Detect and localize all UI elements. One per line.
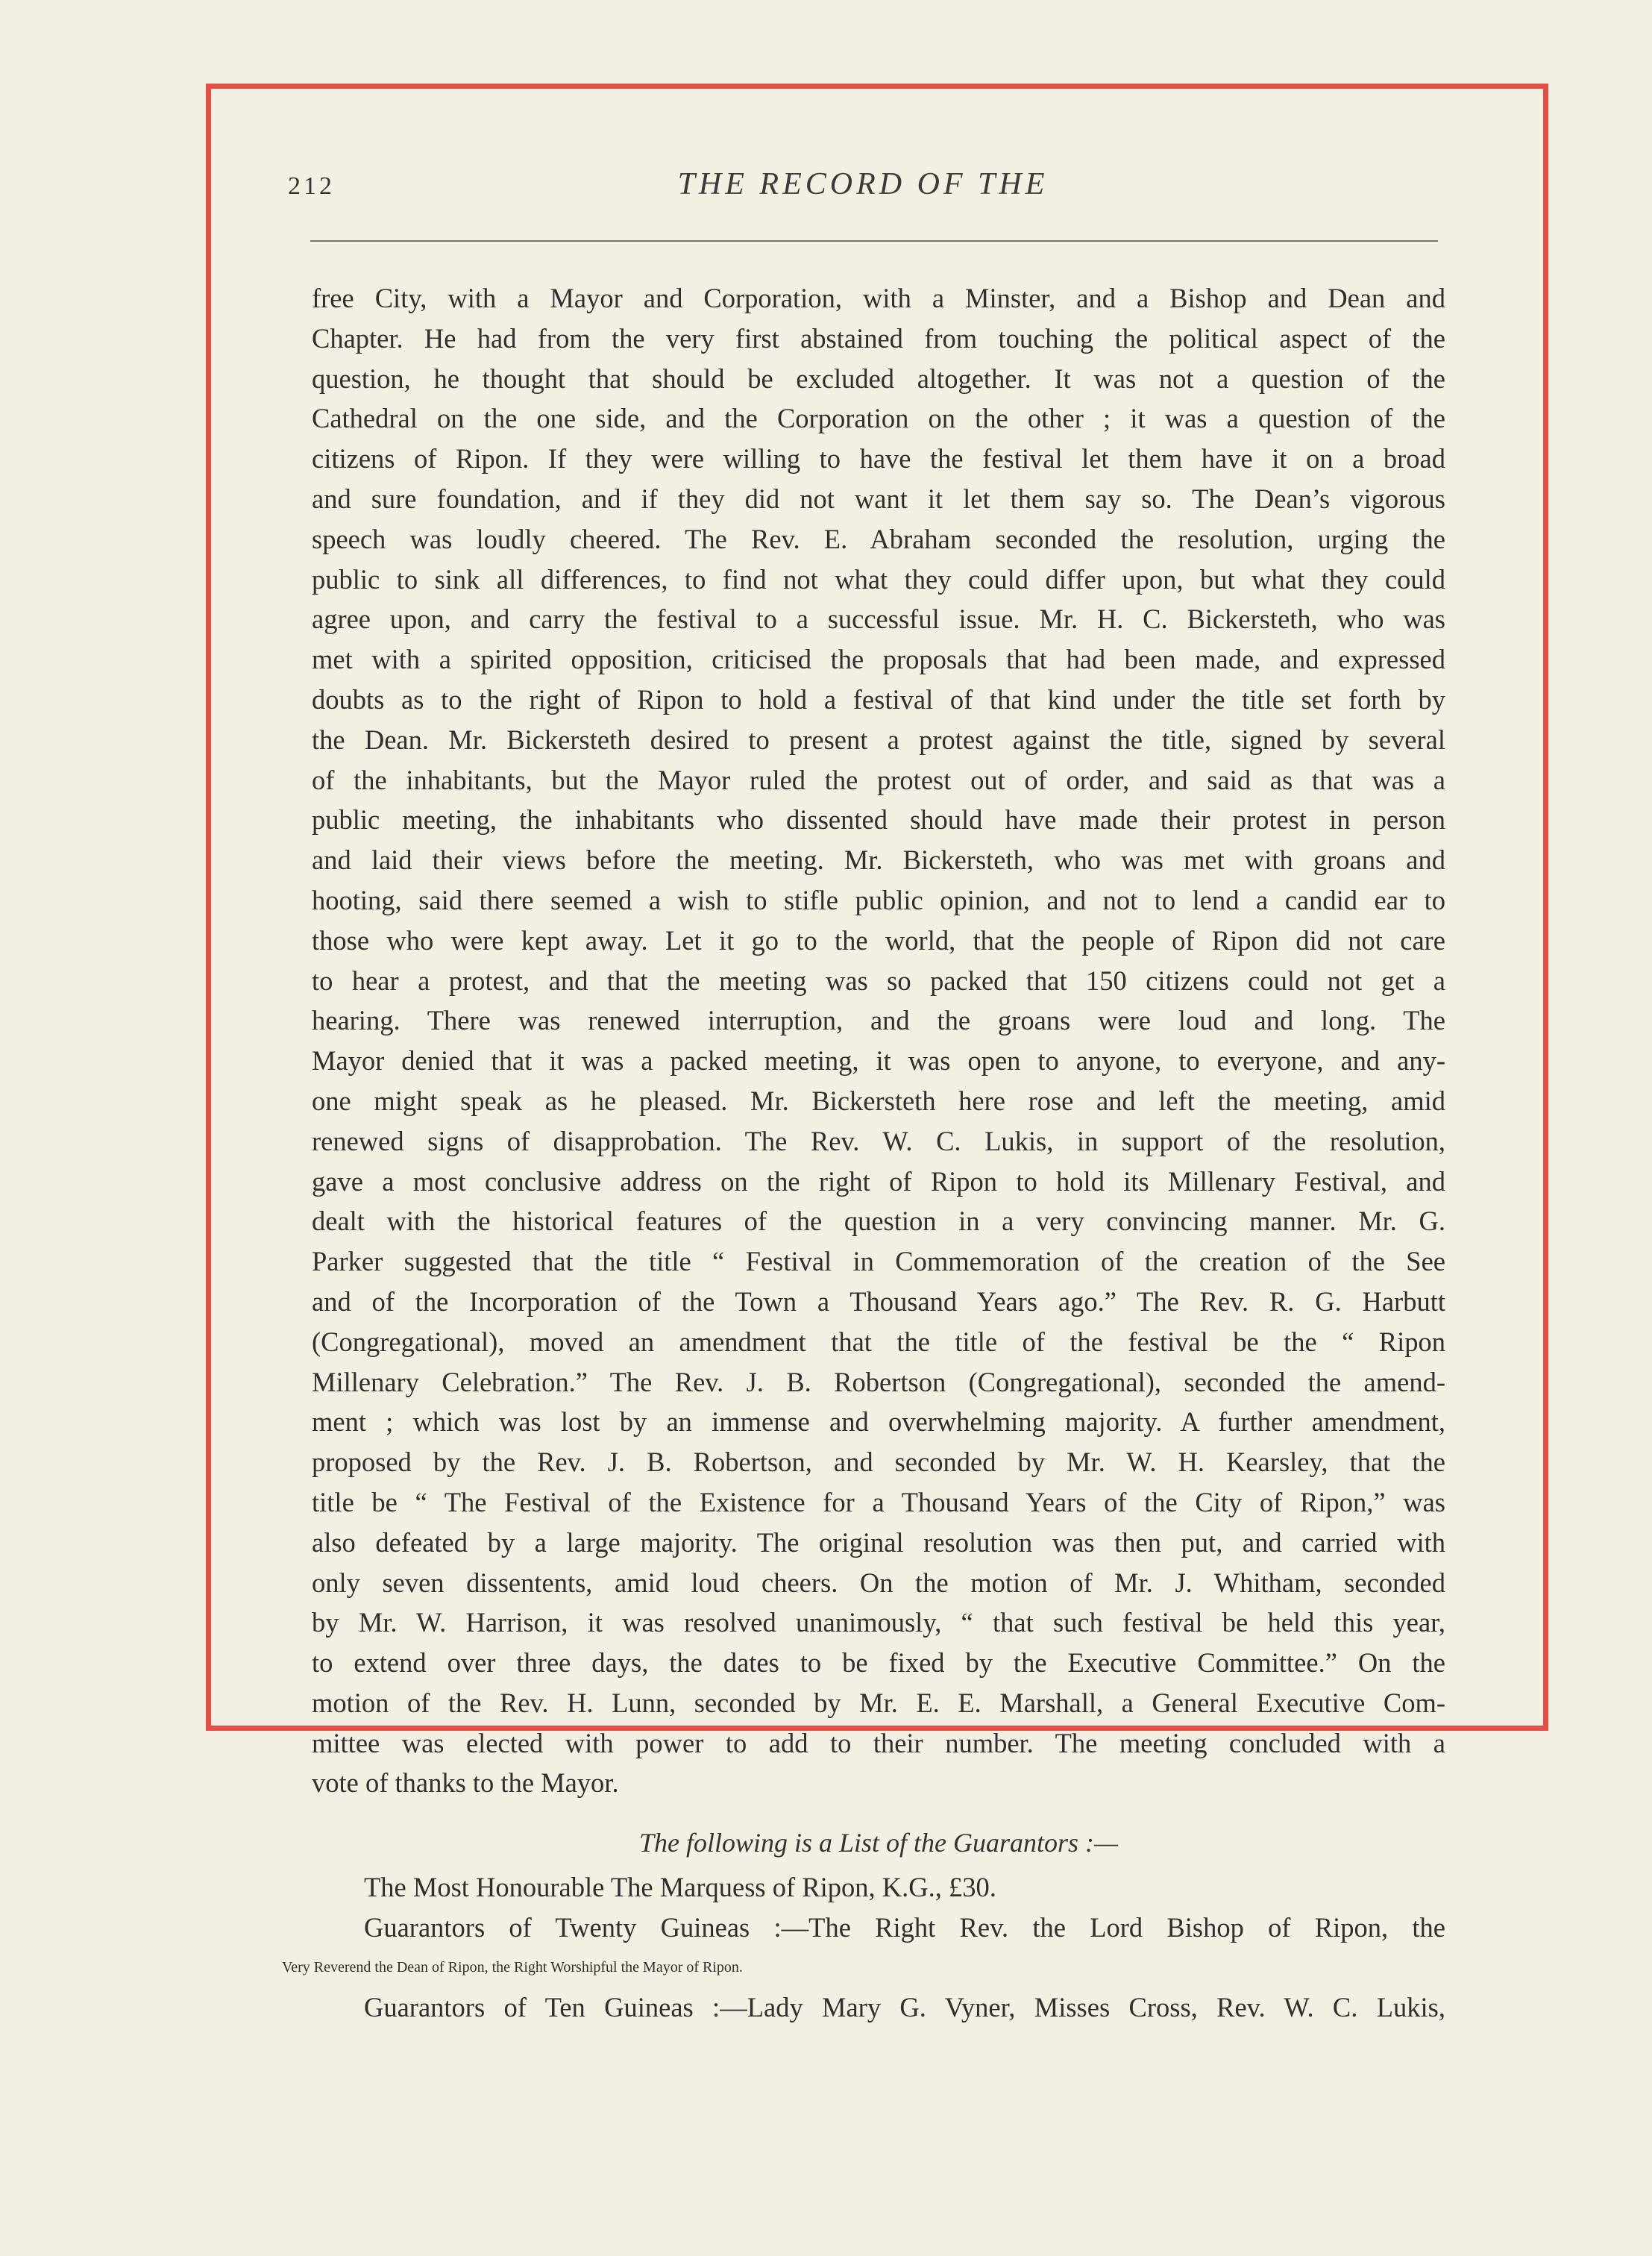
body-line: hooting, said there seemed a wish to stifle public opinion, and not to lend a candid ear to	[312, 884, 1445, 915]
body-line: renewed signs of disapprobation. The Rev. W. C. Lukis, in support of the resolution,	[312, 1125, 1445, 1156]
body-line: those who were kept away. Let it go to the world, that the people of Ripon did not care	[312, 924, 1445, 956]
body-line: vote of thanks to the Mayor.	[312, 1767, 619, 1799]
body-line: public to sink all differences, to find not what they could differ upon, but what they could	[312, 563, 1445, 595]
body-line: Parker suggested that the title “ Festival in Commemoration of the creation of the See	[312, 1246, 1445, 1277]
page-header	[288, 166, 1438, 211]
body-line: Mayor denied that it was a packed meeting, it was open to anyone, to everyone, and any-	[312, 1045, 1445, 1077]
body-line: the Dean. Mr. Bickersteth desired to present a protest against the title, signed by several	[312, 724, 1445, 755]
body-line: and laid their views before the meeting. Mr. Bickersteth, who was met with groans and	[312, 845, 1445, 876]
body-line: to extend over three days, the dates to be fixed by the Executive Committee.” On the	[312, 1647, 1445, 1679]
body-line: gave a most conclusive address on the right of Ripon to hold its Millenary Festival, and	[312, 1165, 1445, 1197]
header-rule	[310, 240, 1438, 242]
body-line: and sure foundation, and if they did not want it let them say so. The Dean’s vigorous	[312, 483, 1445, 514]
body-line: (Congregational), moved an amendment that the title of the festival be the “ Ripon	[312, 1326, 1445, 1357]
body-line: question, he thought that should be excluded altogether. It was not a question of the	[312, 363, 1445, 394]
body-line: doubts as to the right of Ripon to hold a festival of that kind under the title set forth by	[312, 683, 1445, 715]
guarantor-line: Guarantors of Twenty Guineas :—The Right Rev. the Lord Bishop of Ripon, the	[364, 1911, 1445, 1943]
page-number: 212	[288, 172, 335, 200]
body-line: agree upon, and carry the festival to a successful issue. Mr. H. C. Bickersteth, who was	[312, 604, 1445, 635]
body-line: only seven dissentents, amid loud cheers. On the motion of Mr. J. Whitham, seconded	[312, 1567, 1445, 1598]
body-line: of the inhabitants, but the Mayor ruled the protest out of order, and said as that was a	[312, 764, 1445, 795]
body-line: proposed by the Rev. J. B. Robertson, and seconded by Mr. W. H. Kearsley, that the	[312, 1447, 1445, 1478]
body-line: and of the Incorporation of the Town a Thousand Years ago.” The Rev. R. G. Harbutt	[312, 1285, 1445, 1317]
body-line: ment ; which was lost by an immense and overwhelming majority. A further amendment,	[312, 1406, 1445, 1438]
guarantors-list	[282, 1867, 1445, 2028]
body-line: motion of the Rev. H. Lunn, seconded by Mr. E. E. Marshall, a General Executive Com-	[312, 1687, 1445, 1718]
running-title: THE RECORD OF THE	[677, 167, 1049, 201]
body-line: Chapter. He had from the very first abstained from touching the political aspect of the	[312, 322, 1445, 354]
guarantor-line: Guarantors of Ten Guineas :—Lady Mary G. Vyner, Misses Cross, Rev. W. C. Lukis,	[364, 1992, 1445, 2023]
body-line: one might speak as he pleased. Mr. Bickersteth here rose and left the meeting, amid	[312, 1085, 1445, 1116]
body-line: dealt with the historical features of the question in a very convincing manner. Mr. G.	[312, 1206, 1445, 1237]
guarantor-line: Very Reverend the Dean of Ripon, the Right Worshipful the Mayor of Ripon.	[282, 1958, 743, 1975]
body-line: title be “ The Festival of the Existence for a Thousand Years of the City of Ripon,” was	[312, 1486, 1445, 1517]
guarantor-line: The Most Honourable The Marquess of Ripon, K.G., £30.	[364, 1872, 996, 1902]
body-line: by Mr. W. Harrison, it was resolved unanimously, “ that such festival be held this year,	[312, 1607, 1445, 1638]
body-paragraph	[312, 278, 1445, 1803]
body-line: speech was loudly cheered. The Rev. E. Abraham seconded the resolution, urging the	[312, 523, 1445, 554]
body-line: met with a spirited opposition, criticised the proposals that had been made, and expressed	[312, 644, 1445, 675]
body-line: Cathedral on the one side, and the Corporation on the other ; it was a question of the	[312, 403, 1445, 434]
body-line: Millenary Celebration.” The Rev. J. B. Robertson (Congregational), seconded the amend-	[312, 1366, 1445, 1397]
body-line: citizens of Ripon. If they were willing to have the festival let them have it on a broad	[312, 443, 1445, 474]
body-line: also defeated by a large majority. The original resolution was then put, and carried with	[312, 1526, 1445, 1558]
body-line: free City, with a Mayor and Corporation, with a Minster, and a Bishop and Dean and	[312, 283, 1445, 313]
guarantors-heading: The following is a List of the Guarantors :—	[638, 1828, 1119, 1858]
body-line: mittee was elected with power to add to their number. The meeting concluded with a	[312, 1727, 1445, 1758]
body-line: public meeting, the inhabitants who dissented should have made their protest in person	[312, 804, 1445, 836]
body-line: to hear a protest, and that the meeting was so packed that 150 citizens could not get a	[312, 965, 1445, 996]
body-line: hearing. There was renewed interruption, and the groans were loud and long. The	[312, 1005, 1445, 1036]
